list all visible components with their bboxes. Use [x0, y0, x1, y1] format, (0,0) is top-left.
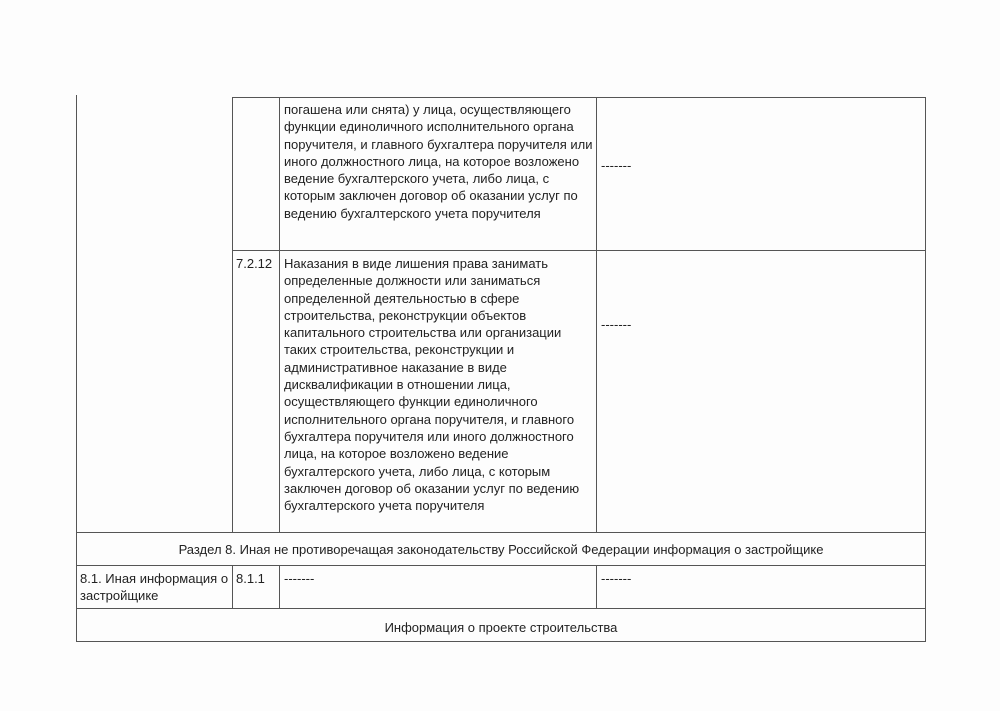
row-text: погашена или снята) у лица, осуществляющего функции единоличного исполнительного органа поручителя, и главного бухгалтера поручителя или иного должностного лица, на которое возложено ведение бухгалтерского учета, либо лица, с которым заключен договор об оказании услуг по ведению бухгалтерского учета поручителя: [284, 102, 593, 221]
column-divider: [596, 565, 597, 608]
row-value: -------: [601, 317, 632, 332]
row-divider: [232, 250, 926, 251]
column-divider: [596, 97, 597, 532]
row-code: 7.2.12: [236, 256, 273, 271]
section-heading: Раздел 8. Иная не противоречащая законодательству Российской Федерации информация о застройщике: [178, 542, 824, 557]
row-divider: [232, 97, 926, 98]
table-border-right: [925, 97, 926, 641]
table-border-left: [76, 95, 77, 641]
row-label: 8.1. Иная информация о застройщике: [80, 571, 229, 604]
row-value: -------: [601, 158, 632, 173]
column-divider: [232, 565, 233, 608]
row-divider: [76, 532, 926, 533]
row-text: Наказания в виде лишения права занимать определенные должности или заниматься определенной деятельностью в сфере строительства, реконструкции объектов капитального строительства или организации таких строительства, реконструкции и административное наказание в виде дисквалификации в отношении лица, осуществляющего функции единоличного исполнительного органа поручителя, и главного бухгалтера поручителя или иного должностного лица, на которое возложено ведение бухгалтерского учета, либо лица, с которым заключен договор об оказании услуг по ведению бухгалтерского учета поручителя: [284, 256, 580, 514]
column-divider: [279, 565, 280, 608]
column-divider: [232, 97, 233, 532]
row-divider: [76, 565, 926, 566]
row-divider: [76, 608, 926, 609]
section-heading: Информация о проекте строительства: [384, 620, 618, 635]
column-divider: [279, 97, 280, 532]
row-code: 8.1.1: [236, 571, 265, 586]
row-value: -------: [601, 571, 632, 586]
row-text: -------: [284, 571, 315, 586]
table-border-bottom: [76, 641, 926, 642]
